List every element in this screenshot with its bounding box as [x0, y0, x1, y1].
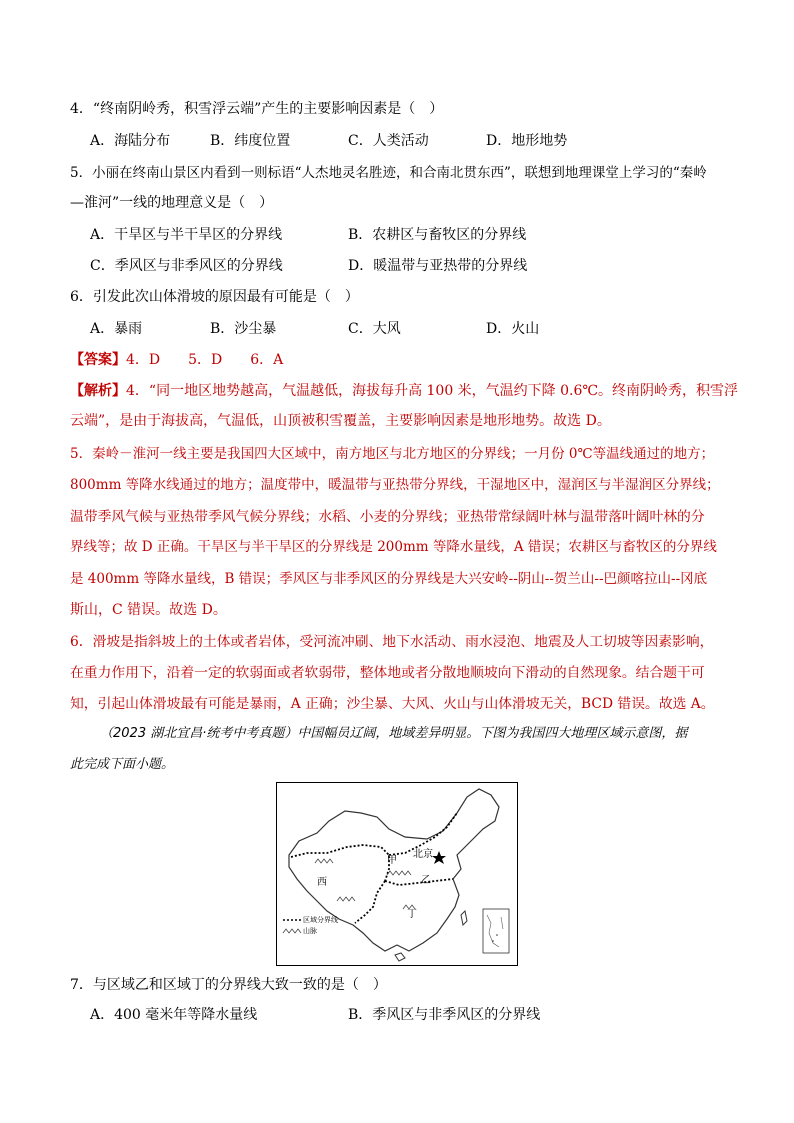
- q7-stem: 7．与区域乙和区域丁的分界线大致一致的是（ ）: [70, 977, 387, 993]
- q6-option-d: D．火山: [486, 321, 540, 337]
- q6-option-a: A．暴雨: [90, 321, 143, 337]
- q4-option-b: B．纬度位置: [210, 133, 291, 149]
- q5-option-b: B．农耕区与畜牧区的分界线: [348, 227, 527, 243]
- analysis-text-1: 4．“同一地区地势越高，气温越低，海拔每升高 100 米，气温约下降 0.6℃。终南阴岭秀，积雪浮: [126, 383, 739, 399]
- q4-stem: 4．“终南阴岭秀，积雪浮云端”产生的主要影响因素是（ ）: [70, 101, 444, 117]
- analysis-line-3: 5．秦岭－淮河一线主要是我国四大区域中，南方地区与北方地区的分界线；一月份 0℃等温线通过的地方；: [70, 446, 715, 462]
- q4-option-a: A．海陆分布: [90, 133, 171, 149]
- legend-boundary-label: 区域分界线: [303, 916, 338, 924]
- source-line-1: （2023 湖北宜昌·统考中考真题）中国幅员辽阔，地域差异明显。下图为我国四大地理区域示意图，据: [100, 726, 688, 741]
- analysis-line-6: 界线等；故 D 正确。干旱区与半干旱区的分界线是 200mm 等降水量线，A 错误；农耕区与畜牧区的分界线: [70, 539, 717, 555]
- analysis-line-8: 斯山，C 错误。故选 D。: [70, 602, 227, 618]
- analysis-line-5: 温带季风气候与亚热带季风气候分界线；水稻、小麦的分界线；亚热带常绿阔叶林与温带落叶阔叶林的分: [70, 509, 705, 525]
- q6-option-c: C．大风: [348, 321, 401, 337]
- analysis-line-11: 知，引起山体滑坡最有可能是暴雨，A 正确；沙尘暴、大风、火山与山体滑坡无关，BCD 错误。故选 A。: [70, 696, 715, 712]
- analysis-tag: 【解析】: [70, 383, 126, 399]
- analysis-line-9: 6．滑坡是指斜坡上的土体或者岩体，受河流冲刷、地下水活动、雨水浸泡、地震及人工切坡等因素影响，: [70, 634, 714, 650]
- label-xi: 西: [317, 877, 327, 888]
- china-regions-map: [276, 782, 518, 966]
- q4-option-c: C．人类活动: [348, 133, 429, 149]
- q7-option-a: A．400 毫米年等降水量线: [90, 1007, 258, 1023]
- label-ding: 丁: [407, 909, 417, 920]
- q6-option-b: B．沙尘暴: [210, 321, 277, 337]
- q6-stem: 6．引发此次山体滑坡的原因最有可能是（ ）: [70, 289, 359, 305]
- hainan-island: [395, 953, 405, 961]
- q7-option-b: B．季风区与非季风区的分界线: [348, 1007, 541, 1023]
- analysis-line-1: [70, 381, 738, 401]
- label-jia: 甲: [387, 855, 397, 866]
- china-outline: [289, 789, 499, 951]
- source-line-2: 此完成下面小题。: [70, 757, 175, 772]
- q5-option-a: A．干旱区与半干旱区的分界线: [90, 227, 283, 243]
- analysis-line-4: 800mm 等降水线通过的地方；温度带中，暖温带与亚热带分界线，干湿地区中，湿润区与半湿润区分界线；: [70, 477, 720, 493]
- q5-option-d: D．暖温带与亚热带的分界线: [348, 258, 528, 274]
- q5-stem-line1: 5．小丽在终南山景区内看到一则标语“人杰地灵名胜迹，和合南北贯东西”，联想到地理课堂上学习的“秦岭: [70, 165, 707, 181]
- map-svg: [277, 783, 517, 965]
- answer-line: [70, 350, 283, 370]
- analysis-line-10: 在重力作用下，沿着一定的软弱面或者软弱带，整体地或者分散地顺坡向下滑动的自然现象。结合题干可: [70, 665, 705, 681]
- q5-stem-line2: —淮河”一线的地理意义是（ ）: [70, 195, 274, 211]
- analysis-line-2: 云端”，是由于海拔高，气温低，山顶被积雪覆盖，主要影响因素是地形地势。故选 D。: [70, 413, 611, 429]
- q4-option-d: D．地形地势: [486, 133, 568, 149]
- south-china-sea-inset: [483, 909, 509, 953]
- taiwan-island: [461, 911, 467, 925]
- label-yi: 乙: [421, 875, 431, 886]
- legend-mountain-swatch: [283, 929, 301, 933]
- q5-option-c: C．季风区与非季风区的分界线: [90, 258, 283, 274]
- legend-mountain-label: 山脉: [303, 927, 317, 935]
- label-beijing: 北京: [413, 849, 433, 860]
- answer-text: 4．D 5．D 6．A: [126, 352, 284, 368]
- answer-tag: 【答案】: [70, 352, 126, 368]
- analysis-line-7: 是 400mm 等降水量线，B 错误；季风区与非季风区的分界线是大兴安岭--阴山--贺兰山--巴颜喀拉山--冈底: [70, 571, 708, 587]
